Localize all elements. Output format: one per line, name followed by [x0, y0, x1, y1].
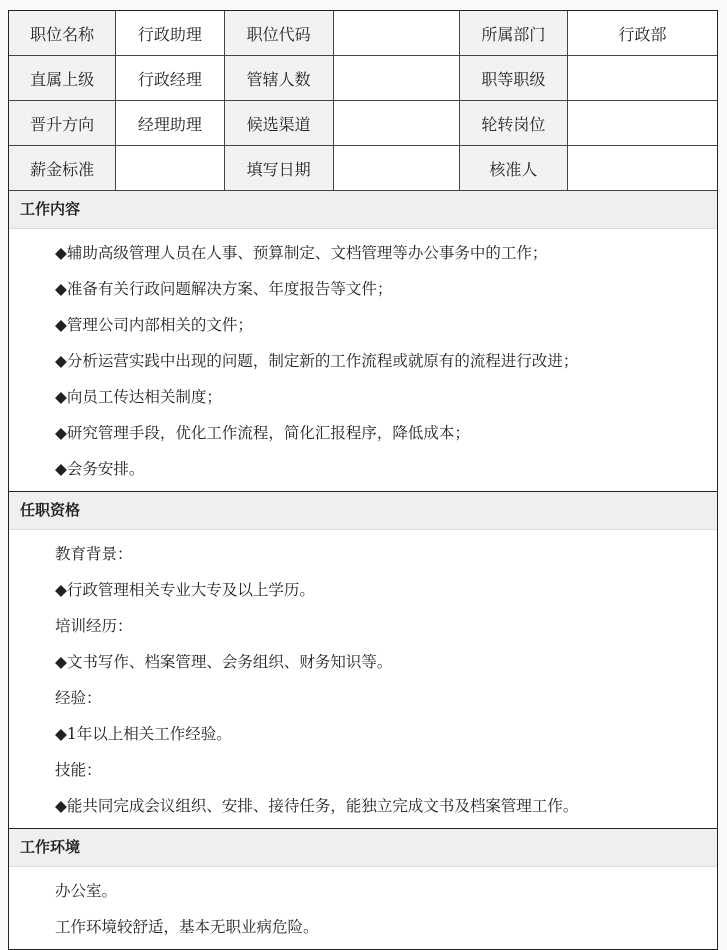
field-value	[333, 101, 459, 146]
field-label: 填写日期	[224, 146, 333, 191]
list-item: ◆文书写作、档案管理、会务组织、财务知识等。	[55, 653, 393, 671]
field-label: 核准人	[459, 146, 567, 191]
field-label: 直属上级	[9, 56, 116, 101]
list-item: ◆分析运营实践中出现的问题，制定新的工作流程或就原有的流程进行改进；	[55, 352, 579, 370]
field-label: 管辖人数	[224, 56, 333, 101]
field-value	[333, 146, 459, 191]
section-title: 工作内容	[9, 191, 717, 229]
field-label: 所属部门	[459, 11, 567, 56]
table-row	[9, 146, 717, 191]
list-item: ◆会务安排。	[55, 460, 145, 478]
field-value: 行政助理	[116, 11, 224, 56]
field-label: 候选渠道	[224, 101, 333, 146]
list-item: 技能：	[55, 761, 102, 779]
list-item: 教育背景：	[55, 545, 133, 563]
list-item: ◆研究管理手段，优化工作流程，简化汇报程序，降低成本；	[55, 424, 470, 442]
field-label: 职位代码	[224, 11, 333, 56]
list-item: 工作环境较舒适，基本无职业病危险。	[55, 918, 319, 936]
list-item: ◆准备有关行政问题解决方案、年度报告等文件；	[55, 280, 393, 298]
info-table	[9, 11, 717, 191]
table-row	[9, 11, 717, 56]
field-value: 经理助理	[116, 101, 224, 146]
field-value	[568, 56, 717, 101]
section-title: 工作环境	[9, 829, 717, 867]
list-item: 培训经历：	[55, 617, 133, 635]
section	[9, 491, 717, 828]
table-row	[9, 101, 717, 146]
field-value	[333, 56, 459, 101]
field-label: 薪金标准	[9, 146, 116, 191]
list-item: ◆辅助高级管理人员在人事、预算制定、文档管理等办公事务中的工作；	[55, 244, 548, 262]
list-item: 经验：	[55, 689, 102, 707]
section	[9, 828, 717, 949]
field-label: 职位名称	[9, 11, 116, 56]
list-item: 办公室。	[55, 882, 118, 900]
list-item: ◆向员工传达相关制度；	[55, 388, 222, 406]
table-row	[9, 56, 717, 101]
section-title: 任职资格	[9, 492, 717, 530]
section	[9, 191, 717, 491]
field-label: 职等职级	[459, 56, 567, 101]
field-value	[568, 146, 717, 191]
field-label: 轮转岗位	[459, 101, 567, 146]
field-value	[116, 146, 224, 191]
field-value: 行政经理	[116, 56, 224, 101]
field-value	[333, 11, 459, 56]
field-value	[568, 101, 717, 146]
list-item: ◆能共同完成会议组织、安排、接待任务，能独立完成文书及档案管理工作。	[55, 797, 579, 815]
field-label: 晋升方向	[9, 101, 116, 146]
list-item: ◆1年以上相关工作经验。	[55, 725, 232, 743]
list-item: ◆行政管理相关专业大专及以上学历。	[55, 581, 315, 599]
job-description-form	[8, 10, 718, 950]
field-value: 行政部	[568, 11, 717, 56]
list-item: ◆管理公司内部相关的文件；	[55, 316, 253, 334]
